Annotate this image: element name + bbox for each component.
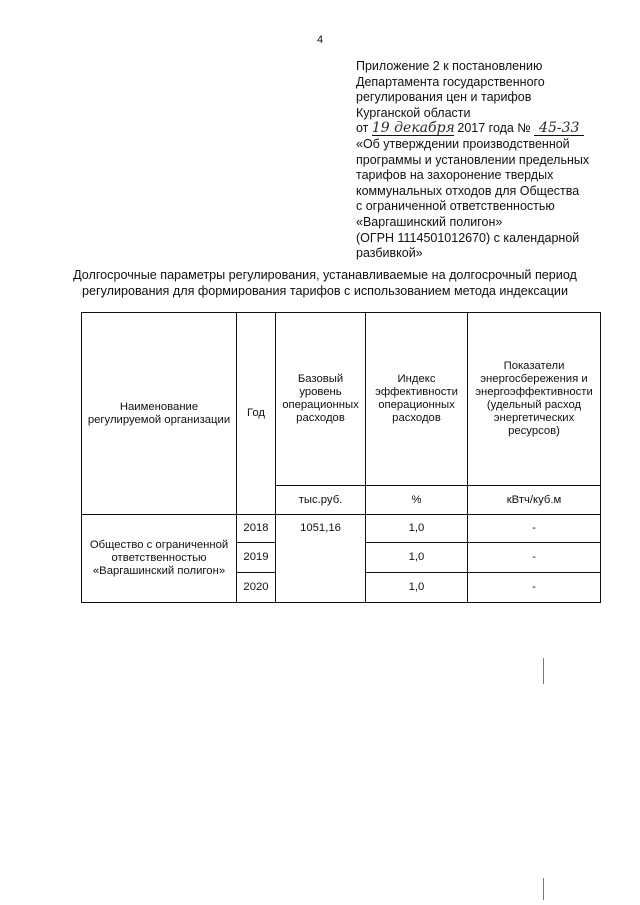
table-header-row bbox=[82, 313, 601, 486]
header-base: Базовый уровень операционных расходов bbox=[276, 313, 366, 486]
energy-cell: - bbox=[468, 573, 601, 603]
index-cell: 1,0 bbox=[366, 515, 468, 543]
table-row bbox=[82, 515, 601, 543]
header-index: Индекс эффективности операционных расходов bbox=[366, 313, 468, 486]
heading-line: регулирования для формирования тарифов с использованием метода индексации bbox=[82, 283, 568, 298]
energy-cell: - bbox=[468, 543, 601, 573]
appendix-line: «Варгашинский полигон» bbox=[356, 214, 503, 229]
appendix-line: регулирования цен и тарифов bbox=[356, 90, 532, 105]
document-heading bbox=[60, 268, 590, 299]
unit-index: % bbox=[366, 486, 468, 515]
appendix-line: тарифов на захоронение твердых bbox=[356, 168, 554, 183]
base-value: 1051,16 bbox=[276, 515, 366, 603]
heading-line: Долгосрочные параметры регулирования, устанавливаемые на долгосрочный период bbox=[73, 268, 577, 282]
appendix-line: коммунальных отходов для Общества bbox=[356, 183, 580, 198]
appendix-line: «Об утверждении производственной bbox=[356, 136, 570, 151]
parameters-table bbox=[81, 312, 601, 603]
year-cell: 2018 bbox=[237, 515, 276, 543]
page-number: 4 bbox=[316, 34, 324, 46]
appendix-line: (ОГРН 1114501012670) с календарной bbox=[356, 230, 580, 245]
appendix-line: Курганской области bbox=[356, 105, 471, 120]
unit-base: тыс.руб. bbox=[276, 486, 366, 515]
year-text: 2017 года № bbox=[457, 121, 531, 136]
energy-cell: - bbox=[468, 515, 601, 543]
header-energy: Показатели энергосбережения и энергоэффективности (удельный расход энергетических ресурсов) bbox=[468, 313, 601, 486]
date-line bbox=[356, 121, 626, 137]
appendix-line: с ограниченной ответственностью bbox=[356, 199, 555, 214]
scan-mark bbox=[543, 878, 544, 900]
appendix-line: программы и установлении предельных bbox=[356, 152, 590, 167]
handwritten-date: 19 декабря bbox=[371, 120, 455, 137]
header-org: Наименование регулируемой организации bbox=[82, 313, 237, 515]
scan-mark bbox=[543, 658, 544, 684]
appendix-line: разбивкой» bbox=[356, 246, 423, 261]
appendix-line: Приложение 2 к постановлению bbox=[356, 59, 543, 73]
date-prefix: от bbox=[356, 121, 369, 136]
year-cell: 2020 bbox=[237, 573, 276, 603]
appendix-line: Департамента государственного bbox=[356, 74, 545, 89]
appendix-block bbox=[356, 59, 626, 262]
index-cell: 1,0 bbox=[366, 573, 468, 603]
unit-energy: кВтч/куб.м bbox=[468, 486, 601, 515]
header-year: Год bbox=[237, 313, 276, 515]
org-name: Общество с ограниченной ответственностью «Варгашинский полигон» bbox=[82, 515, 237, 603]
handwritten-number: 45-33 bbox=[534, 122, 584, 136]
year-cell: 2019 bbox=[237, 543, 276, 573]
index-cell: 1,0 bbox=[366, 543, 468, 573]
